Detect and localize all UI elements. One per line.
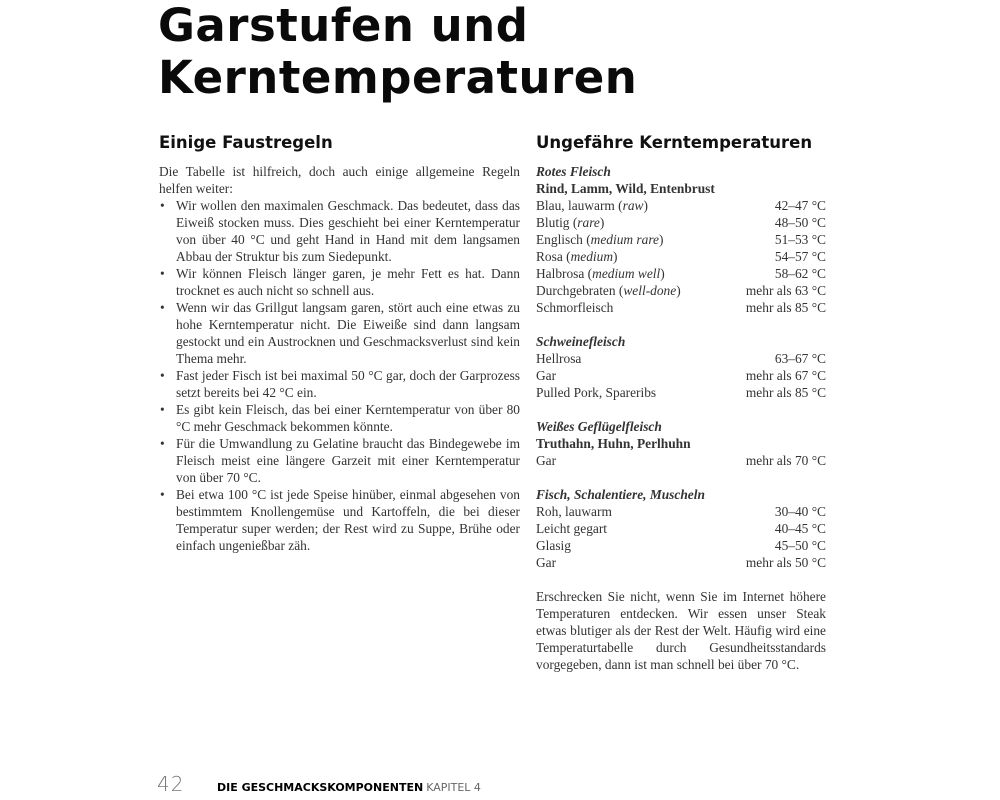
bullet-icon: • (160, 266, 165, 281)
row-value: 45–50 °C (774, 538, 826, 553)
list-item: • Wir können Fleisch länger garen, je mehr Fett es hat. Dann trocknet es auch nicht so schnell aus. (160, 266, 520, 298)
row-label: Blutig (rare) (536, 215, 605, 230)
list-item: • Bei etwa 100 °C ist jede Speise hinüber, einmal abgesehen von bestimmtem Knollengemüse und Kartoffeln, die bei dieser Temperatur super werden; der Rest wird zu Suppe, Brühe oder einfach ungenießbar zäh. (160, 487, 520, 553)
section-heading-temperatures: Ungefähre Kerntemperaturen (536, 133, 813, 152)
row-label: Gar (536, 453, 557, 468)
group-subtitle: Truthahn, Huhn, Perlhuhn (536, 436, 691, 451)
list-item: • Für die Umwandlung zu Gelatine braucht das Bindegewebe im Fleisch meist eine längere Garzeit mit einer Kerntemperatur von über 70 °C. (160, 436, 520, 485)
table-row (536, 248, 826, 265)
page-footer (157, 772, 481, 796)
title-line-1: Garstufen und (158, 0, 529, 52)
group-title: Weißes Geflügelfleisch (536, 419, 662, 434)
row-label: Durchgebraten (well-done) (536, 283, 681, 298)
rules-intro: Die Tabelle ist hilfreich, doch auch einige allgemeine Regeln helfen weiter: (159, 164, 520, 196)
row-value: 30–40 °C (774, 504, 826, 519)
table-row (536, 231, 826, 248)
table-row (536, 265, 826, 282)
chapter-label: KAPITEL 4 (426, 781, 481, 794)
row-label: Pulled Pork, Spareribs (536, 385, 657, 400)
table-row (536, 350, 826, 367)
temperature-group (536, 333, 826, 401)
row-value: 42–47 °C (774, 198, 826, 213)
table-row (536, 554, 826, 571)
bullet-icon: • (160, 436, 165, 451)
row-label: Schmorfleisch (536, 300, 614, 315)
section-heading-rules: Einige Faustregeln (159, 133, 333, 152)
bullet-icon: • (160, 198, 165, 213)
list-item: • Wenn wir das Grillgut langsam garen, stört auch eine etwas zu hohe Kerntemperatur nicht. Die Eiweiße sind dann langsam gestockt und ein Austrocknen und Geschmacksverlust sind kein Thema mehr. (160, 300, 520, 366)
bullet-icon: • (160, 487, 165, 502)
bullet-icon: • (160, 300, 165, 315)
row-label: Rosa (medium) (536, 249, 618, 264)
table-row (536, 367, 826, 384)
table-row (536, 537, 826, 554)
title-line-2: Kerntemperaturen (158, 51, 638, 104)
temperature-note: Erschrecken Sie nicht, wenn Sie im Internet höhere Temperaturen entdecken. Wir essen unser Steak etwas blutiger als der Rest der Welt. Häufig wird eine Temperaturtabelle durch Gesundheitsstandards vorgegeben, dann ist man schnell bei über 70 °C. (536, 589, 826, 672)
row-value: 54–57 °C (774, 249, 826, 264)
group-title: Fisch, Schalentiere, Muscheln (536, 487, 705, 502)
page-title (158, 0, 637, 104)
page-number: 42 (157, 772, 185, 796)
bullet-icon: • (160, 402, 165, 417)
row-value: mehr als 50 °C (745, 555, 826, 570)
row-value: 48–50 °C (774, 215, 826, 230)
group-title: Schweinefleisch (536, 334, 626, 349)
list-item: • Es gibt kein Fleisch, das bei einer Kerntemperatur von über 80 °C mehr Geschmack bekommen könnte. (160, 402, 520, 434)
table-row (536, 197, 826, 214)
table-row (536, 520, 826, 537)
chapter-title: DIE GESCHMACKSKOMPONENTEN (217, 781, 424, 794)
row-value: 58–62 °C (774, 266, 826, 281)
row-value: mehr als 85 °C (745, 385, 826, 400)
table-row (536, 452, 826, 469)
row-value: 51–53 °C (774, 232, 826, 247)
row-label: Gar (536, 555, 557, 570)
rules-list (159, 197, 520, 554)
row-value: mehr als 67 °C (745, 368, 826, 383)
rules-column (159, 163, 520, 554)
row-label: Hellrosa (536, 351, 582, 366)
row-label: Glasig (536, 538, 571, 553)
row-label: Roh, lauwarm (536, 504, 612, 519)
table-row (536, 384, 826, 401)
row-label: Gar (536, 368, 557, 383)
row-label: Leicht gegart (536, 521, 608, 536)
table-row (536, 503, 826, 520)
row-label: Englisch (medium rare) (536, 232, 664, 247)
temperature-group (536, 418, 826, 469)
row-value: 63–67 °C (774, 351, 826, 366)
group-title: Rotes Fleisch (536, 164, 611, 179)
row-value: 40–45 °C (774, 521, 826, 536)
list-item: • Fast jeder Fisch ist bei maximal 50 °C gar, doch der Garprozess setzt bereits bei 42 °C ein. (160, 368, 520, 400)
bullet-icon: • (160, 368, 165, 383)
row-label: Halbrosa (medium well) (536, 266, 665, 281)
group-subtitle: Rind, Lamm, Wild, Entenbrust (536, 181, 715, 196)
temperature-group (536, 163, 826, 316)
table-row (536, 214, 826, 231)
temperature-table (536, 163, 826, 673)
row-label: Blau, lauwarm (raw) (536, 198, 648, 213)
temperature-group (536, 486, 826, 571)
row-value: mehr als 70 °C (745, 453, 826, 468)
table-row (536, 282, 826, 299)
table-row (536, 299, 826, 316)
list-item: • Wir wollen den maximalen Geschmack. Das bedeutet, dass das Eiweiß stocken muss. Dies geschieht bei einer Kerntemperatur von über 40 °C und geht Hand in Hand mit dem langsamen Abbau der Struktur bis zum Siedepunkt. (160, 198, 520, 264)
row-value: mehr als 85 °C (745, 300, 826, 315)
row-value: mehr als 63 °C (745, 283, 826, 298)
